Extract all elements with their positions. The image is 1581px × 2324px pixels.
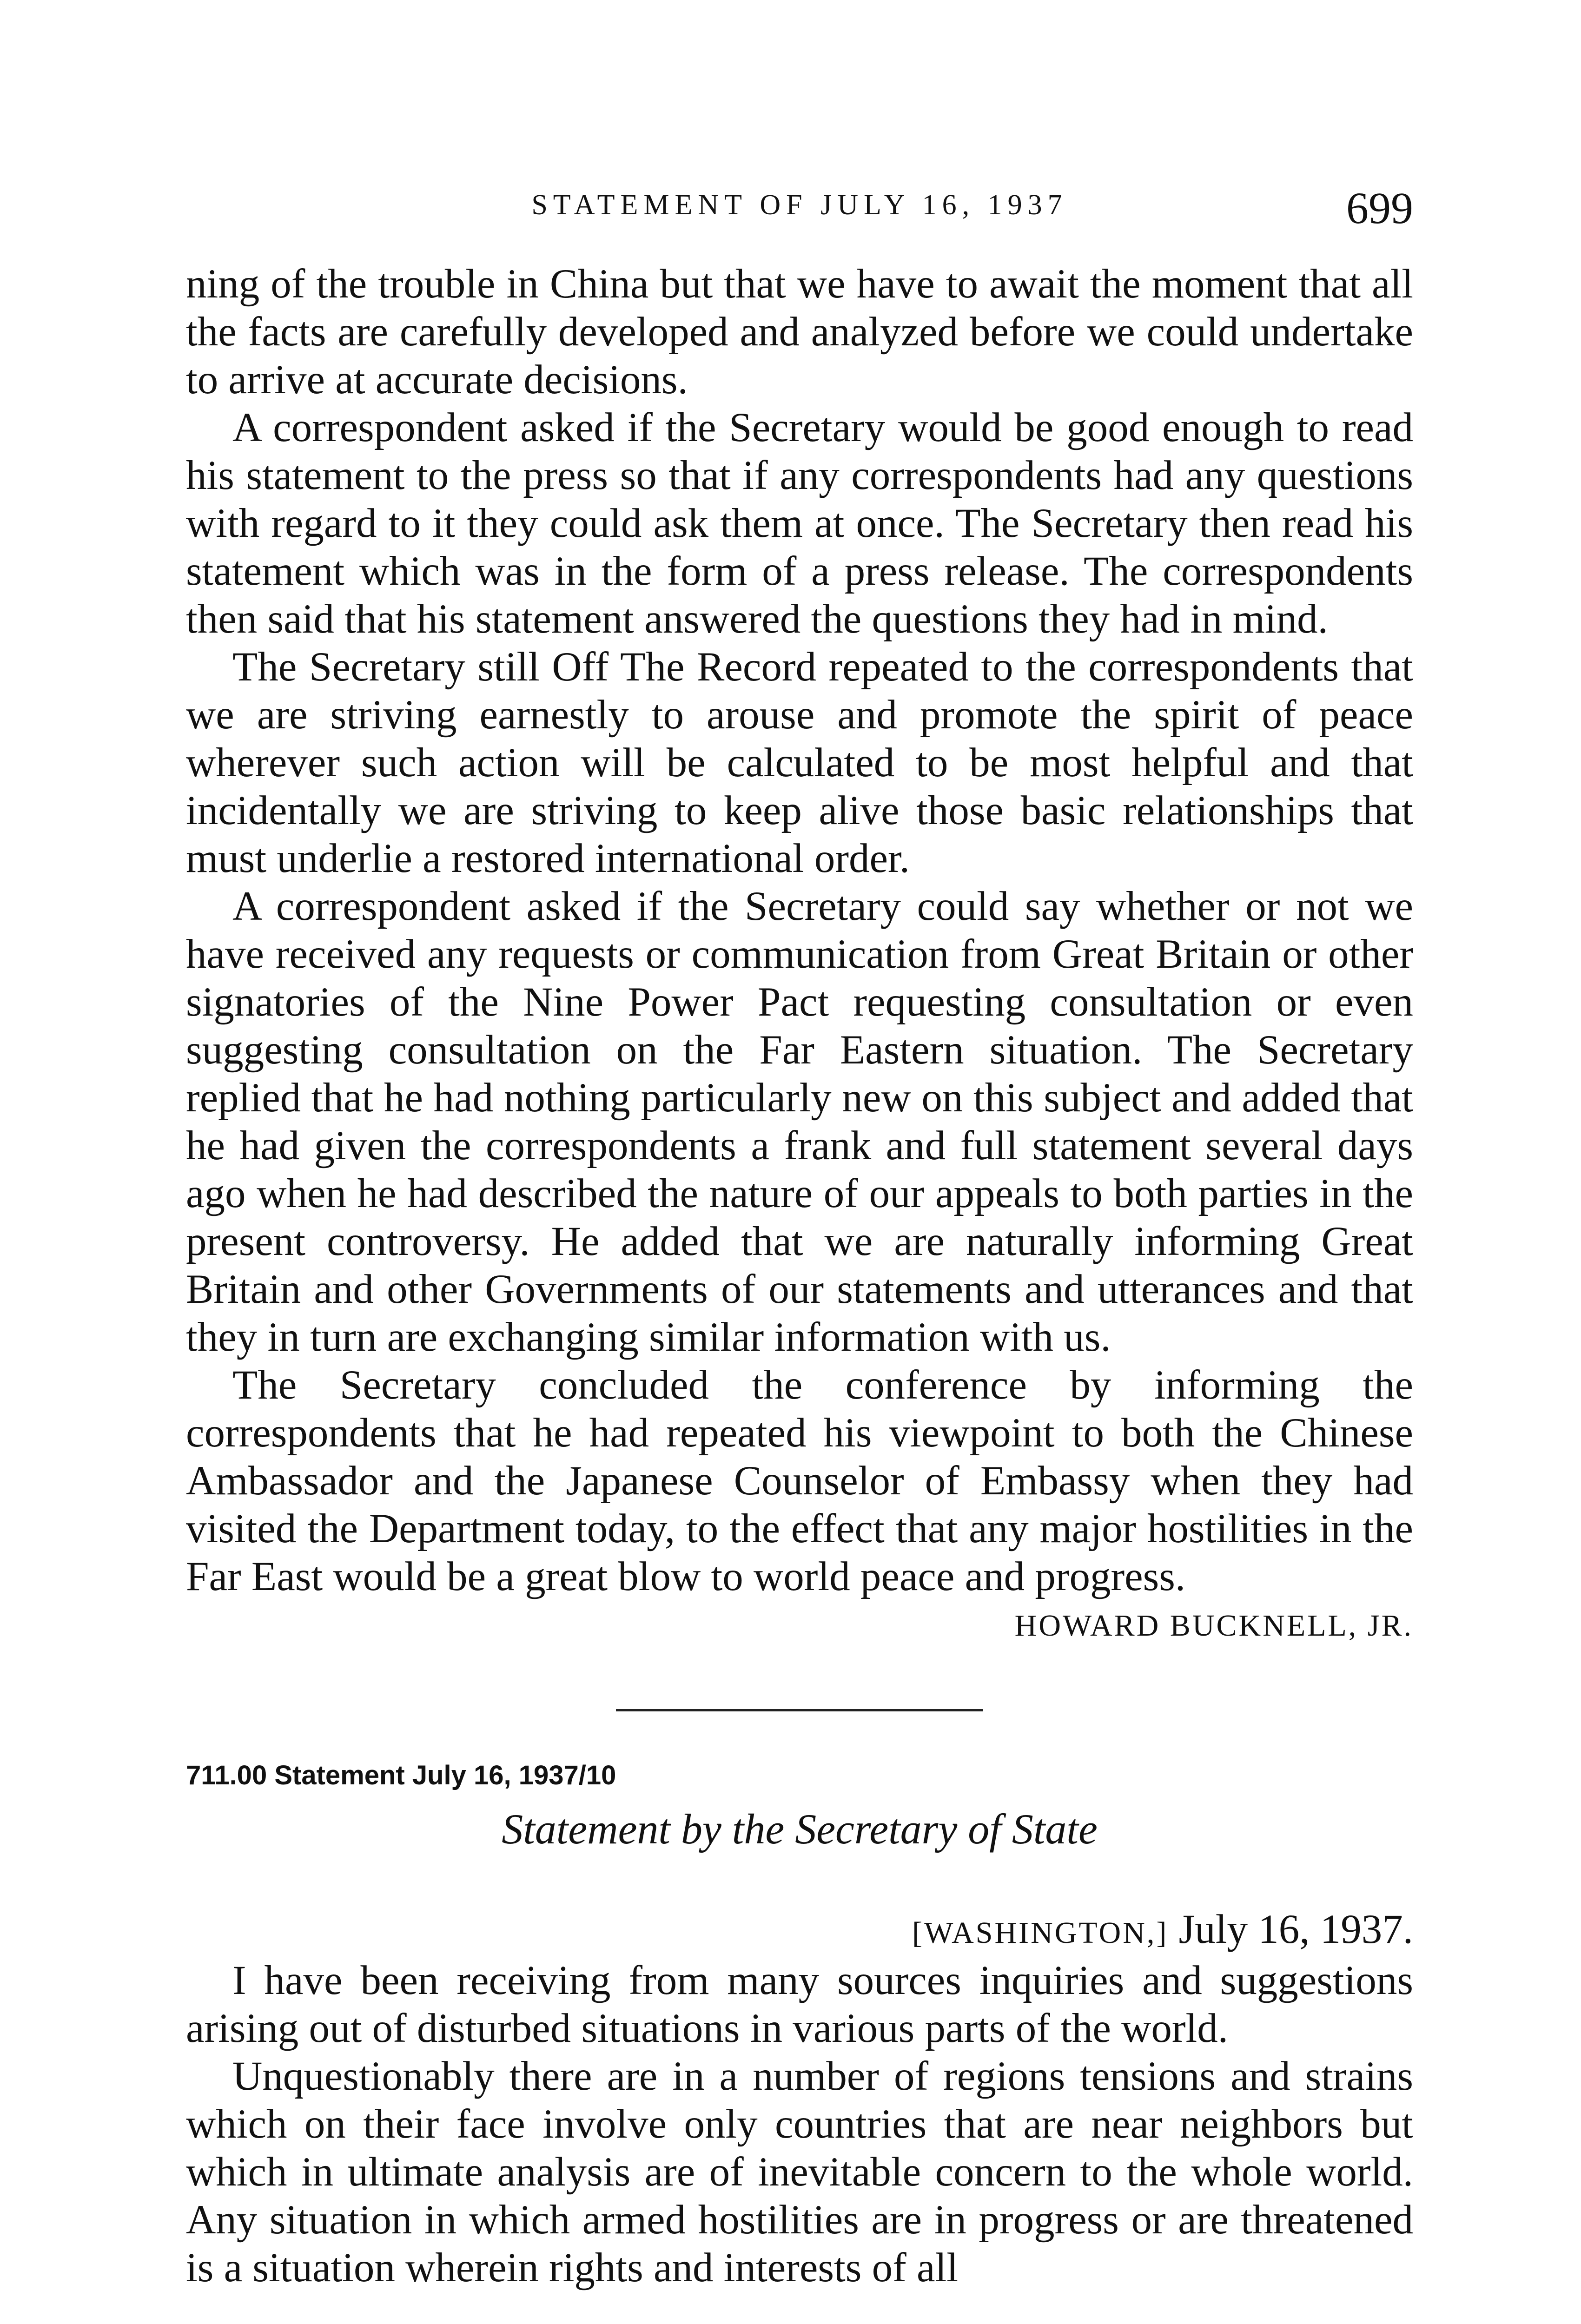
dateline xyxy=(186,1906,1413,1957)
section-divider xyxy=(616,1709,983,1711)
statement-paragraph: I have been receiving from many sources inquiries and suggestions arising out of disturbed situations in various parts of the world. xyxy=(186,1958,1413,2051)
memo-paragraph: The Secretary concluded the conference by informing the correspondents that he had repeated his viewpoint to both the Chinese Ambassador and the Japanese Counselor of Embassy when they had visited the Department today, to the effect that any major hostilities in the Far East would be a great blow to world peace and progress. xyxy=(186,1362,1413,1599)
memo-paragraph: A correspondent asked if the Secretary could say whether or not we have received any requests or communication from Great Britain or other signatories of the Nine Power Pact requesting consultation or even suggesting consultation on the Far Eastern situation. The Secretary replied that he had nothing particularly new on this subject and added that he had given the correspondents a frank and full statement several days ago when he had described the nature of our appeals to both parties in the present controversy. He added that we are naturally informing Great Britain and other Governments of our statements and utterances and that they in turn are exchanging similar information with us. xyxy=(186,884,1413,1360)
memo-paragraph: ning of the trouble in China but that we have to await the moment that all the facts are carefully developed and analyzed before we could undertake to arrive at accurate decisions. xyxy=(186,261,1413,403)
page-body xyxy=(186,260,1413,2292)
dateline-date: July 16, 1937. xyxy=(1178,1907,1413,1952)
statement-title: Statement by the Secretary of State xyxy=(502,1805,1098,1853)
file-reference: 711.00 Statement July 16, 1937/10 xyxy=(186,1760,616,1790)
memo-paragraph: A correspondent asked if the Secretary would be good enough to read his statement to the press so that if any correspondents had any questions with regard to it they could ask them at once. The Secretary then read his statement which was in the form of a press release. The correspondents then said that his statement answered the questions they had in mind. xyxy=(186,405,1413,642)
memo-paragraph: The Secretary still Off The Record repeated to the correspondents that we are striving earnestly to arouse and promote the spirit of peace wherever such action will be calculated to be most helpful and that incidentally we are striving to keep alive those basic relationships that must underlie a restored international order. xyxy=(186,644,1413,881)
dateline-place: [WASHINGTON,] xyxy=(912,1916,1169,1950)
statement-paragraph: Unquestionably there are in a number of regions tensions and strains which on their face involve only countries that are near neighbors but which in ultimate analysis are of inevitable concern to the whole world. Any situation in which armed hostilities are in progress or are threatened is a situation wherein rights and interests of all xyxy=(186,2053,1413,2291)
page-number: 699 xyxy=(1346,183,1413,233)
signature: HOWARD BUCKNELL, JR. xyxy=(1014,1609,1413,1643)
running-header xyxy=(186,183,1413,237)
running-title: STATEMENT OF JULY 16, 1937 xyxy=(531,189,1068,221)
